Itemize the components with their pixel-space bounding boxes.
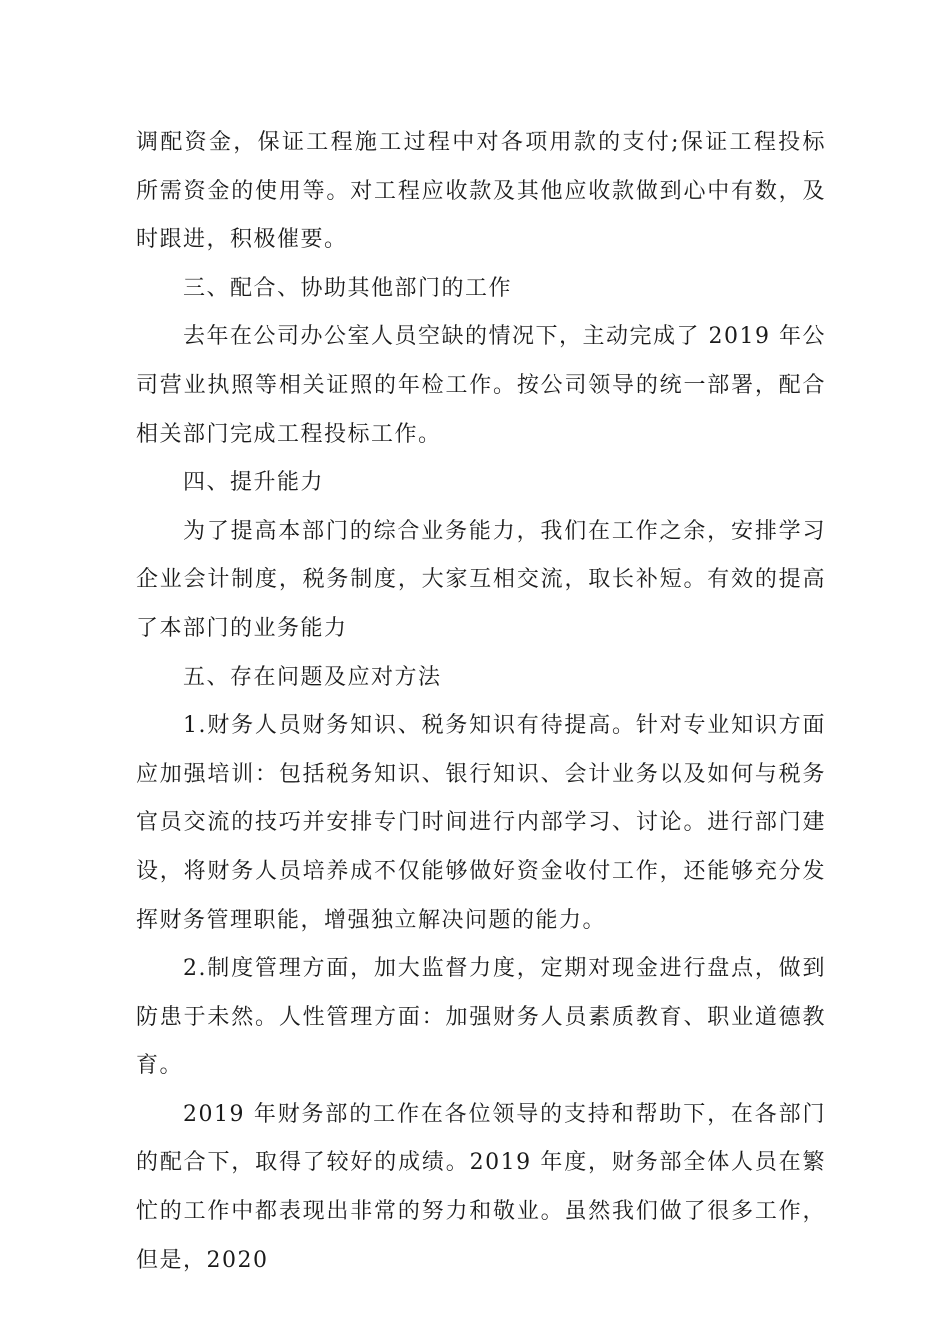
paragraph-fund-allocation: 调配资金，保证工程施工过程中对各项用款的支付;保证工程投标所需资金的使用等。对工程应收款及其他应收款做到心中有数，及时跟进，积极催要。: [136, 130, 826, 253]
section-heading-4: 四、提升能力: [183, 470, 325, 496]
section-heading-3: 三、配合、协助其他部门的工作: [183, 275, 513, 301]
paragraph-cooperation: 去年在公司办公室人员空缺的情况下，主动完成了 2019 年公司营业执照等相关证照的年检工作。按公司领导的统一部署，配合相关部门完成工程投标工作。: [136, 324, 826, 447]
section-heading-5: 五、存在问题及应对方法: [183, 664, 442, 690]
paragraph-issue-1: 1.财务人员财务知识、税务知识有待提高。针对专业知识方面应加强培训：包括税务知识、银行知识、会计业务以及如何与税务官员交流的技巧并安排专门时间进行内部学习、讨论。进行部门建设，将财务人员培养成不仅能够做好资金收付工作，还能够充分发挥财务管理职能，增强独立解决问题的能力。: [136, 713, 826, 933]
paragraph-issue-2: 2.制度管理方面，加大监督力度，定期对现金进行盘点，做到防患于未然。人性管理方面：加强财务人员素质教育、职业道德教育。: [136, 956, 826, 1079]
paragraph-capability: 为了提高本部门的综合业务能力，我们在工作之余，安排学习企业会计制度，税务制度，大家互相交流，取长补短。有效的提高了本部门的业务能力: [136, 518, 826, 641]
document-body: [136, 119, 826, 1285]
paragraph-summary: 2019 年财务部的工作在各位领导的支持和帮助下，在各部门的配合下，取得了较好的成绩。2019 年度，财务部全体人员在繁忙的工作中都表现出非常的努力和敬业。虽然我们做了很多工作，但是，2020: [136, 1101, 826, 1273]
